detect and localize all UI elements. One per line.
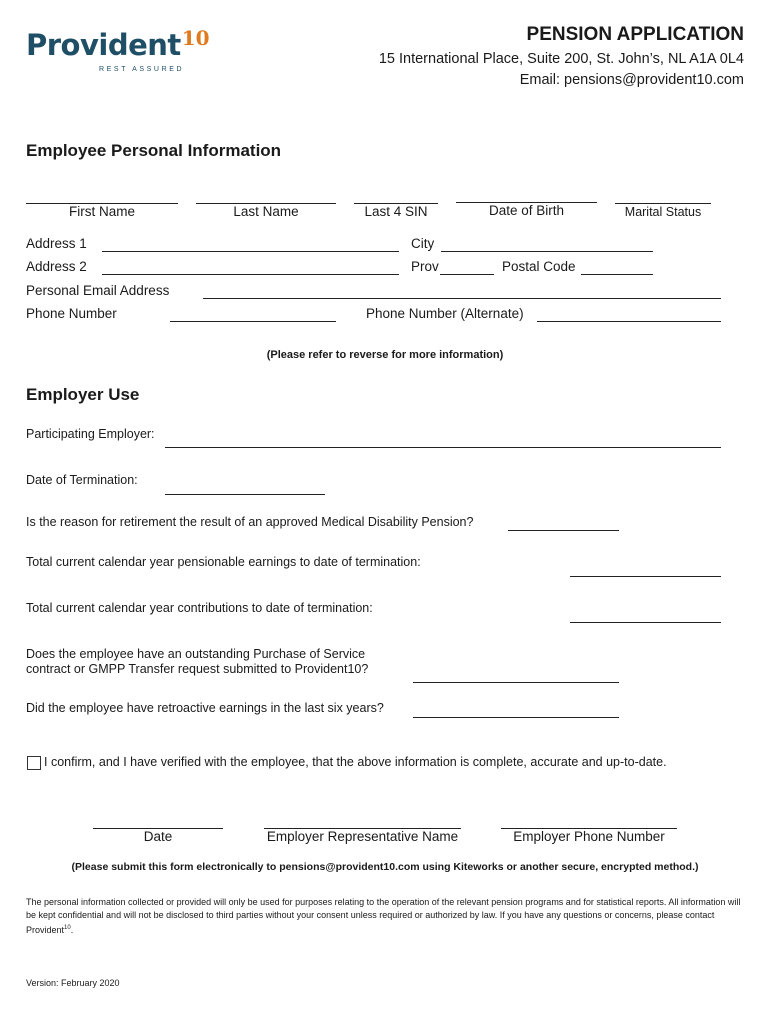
medical-disability-question: Is the reason for retirement the result of an approved Medical Disability Pension?: [26, 515, 474, 529]
form-title: PENSION APPLICATION: [526, 24, 744, 45]
section-heading-personal: Employee Personal Information: [26, 141, 282, 160]
prov-label: Prov: [411, 259, 439, 274]
first-name-label: First Name: [68, 204, 135, 219]
logo-number: 10: [181, 26, 210, 50]
logo-wordmark: Provident: [26, 28, 181, 62]
header-address: 15 International Place, Suite 200, St. John’s, NL A1A 0L4: [378, 51, 744, 67]
address1-label: Address 1: [26, 236, 87, 251]
participating-employer-field[interactable]: [165, 447, 721, 448]
confirm-checkbox[interactable]: [27, 756, 41, 770]
pensionable-earnings-field[interactable]: [570, 576, 721, 577]
city-field[interactable]: [441, 251, 653, 252]
address2-field[interactable]: [102, 274, 399, 275]
marital-status-field[interactable]: [615, 203, 711, 204]
marital-status-label: Marital Status: [624, 205, 702, 219]
retroactive-earnings-question: Did the employee have retroactive earnings in the last six years?: [26, 701, 384, 715]
contributions-field[interactable]: [570, 622, 721, 623]
postal-code-label: Postal Code: [502, 259, 576, 274]
signature-date-label: Date: [143, 829, 173, 844]
city-label: City: [411, 236, 435, 251]
participating-employer-label: Participating Employer:: [26, 427, 155, 441]
logo-tagline: REST ASSURED: [99, 66, 185, 73]
personal-email-label: Personal Email Address: [26, 283, 170, 298]
privacy-statement: [26, 896, 746, 937]
provident10-logo: [26, 26, 210, 73]
purchase-service-question-line1: Does the employee have an outstanding Purchase of Service: [26, 647, 366, 661]
version-label: Version: February 2020: [26, 978, 120, 988]
pensionable-earnings-label: Total current calendar year pensionable earnings to date of termination:: [26, 555, 421, 569]
contributions-label: Total current calendar year contributions to date of termination:: [26, 601, 373, 615]
sin-label: Last 4 SIN: [364, 204, 428, 219]
header-email: Email: pensions@provident10.com: [519, 72, 744, 88]
reverse-note: (Please refer to reverse for more information): [266, 349, 504, 361]
retroactive-earnings-field[interactable]: [413, 717, 619, 718]
termination-date-label: Date of Termination:: [26, 473, 138, 487]
address1-field[interactable]: [102, 251, 399, 252]
phone-label: Phone Number: [26, 306, 117, 321]
termination-date-field[interactable]: [165, 494, 325, 495]
phone-field[interactable]: [170, 321, 336, 322]
purchase-service-field[interactable]: [413, 682, 619, 683]
postal-code-field[interactable]: [581, 274, 653, 275]
personal-email-field[interactable]: [203, 298, 721, 299]
privacy-end: .: [70, 925, 74, 935]
prov-field[interactable]: [440, 274, 494, 275]
confirm-label: I confirm, and I have verified with the employee, that the above information is complete, accurate and up-to-date.: [44, 755, 667, 769]
privacy-text: The personal information collected or provided will only be used for purposes relating to the operation of the relevant pension programs and for statistical reports. All information will be kept confidential and will not be disclosed to third parties without your consent unless required or authorized by law. If you have any questions or concerns, please contact Provident: [26, 897, 741, 935]
date-of-birth-label: Date of Birth: [488, 203, 565, 218]
phone-alt-label: Phone Number (Alternate): [366, 306, 524, 321]
address2-label: Address 2: [26, 259, 87, 274]
privacy-superscript: 10: [64, 925, 71, 931]
section-heading-employer: Employer Use: [26, 385, 140, 404]
last-name-label: Last Name: [233, 204, 299, 219]
medical-disability-field[interactable]: [508, 530, 619, 531]
submit-note: (Please submit this form electronically to pensions@provident10.com using Kiteworks or another secure, encrypted method.): [71, 861, 699, 873]
phone-alt-field[interactable]: [537, 321, 721, 322]
rep-name-label: Employer Representative Name: [266, 829, 459, 844]
rep-phone-label: Employer Phone Number: [513, 829, 665, 844]
purchase-service-question-line2: contract or GMPP Transfer request submitted to Provident10?: [26, 662, 369, 676]
